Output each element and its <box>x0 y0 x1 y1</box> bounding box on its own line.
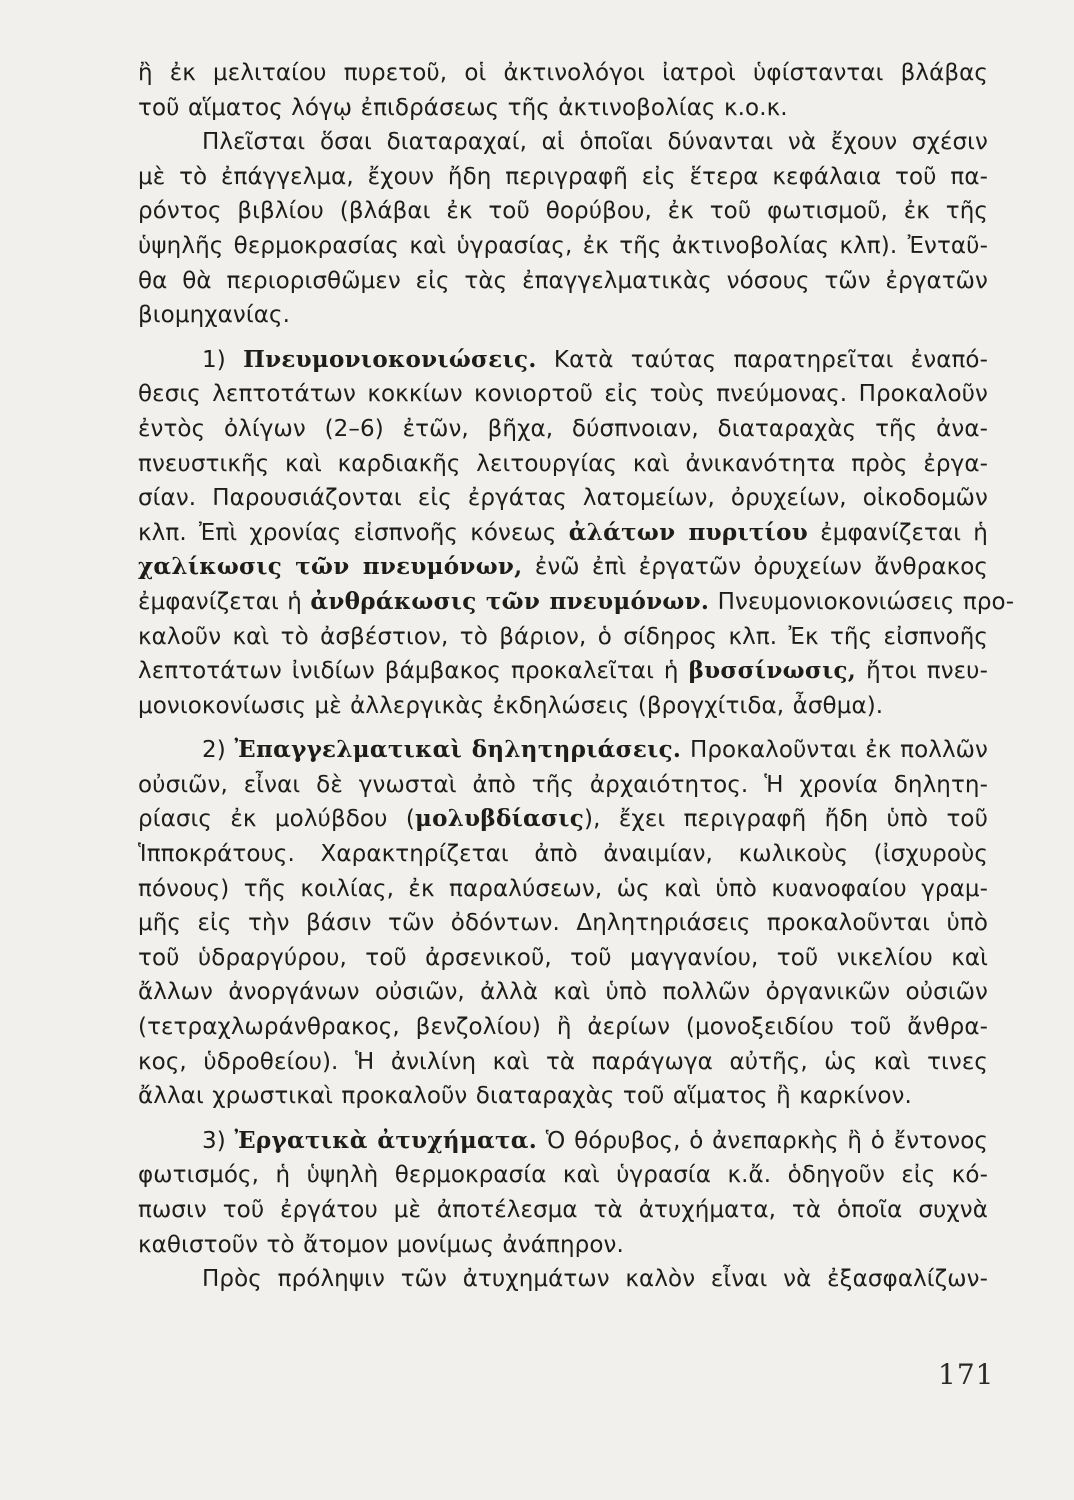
text-line: ἄλλαι χρωστικαὶ προκαλοῦν διαταραχὰς τοῦ αἵματος ἢ καρκίνον. <box>138 1083 912 1110</box>
text-line: ὑψηλῆς θερμοκρασίας καὶ ὑγρασίας, ἐκ τῆς ἀκτινοβολίας κλπ). Ἐνταῦ- <box>138 232 988 259</box>
body-text <box>138 56 1015 1297</box>
text-line: λεπτοτάτων ἰνιδίων βάμβακος προκαλεῖται ἡ βυσσίνωσις, ἤτοι πνευ- <box>138 657 988 685</box>
text-line: κος, ὑδροθείου). Ἡ ἀνιλίνη καὶ τὰ παράγωγα αὐτῆς, ὡς καὶ τινες <box>138 1048 988 1075</box>
section-heading-accidents: Ἐργατικὰ ἀτυχήματα. <box>234 1126 538 1154</box>
section-heading-line: 2) Ἐπαγγελματικαὶ δηλητηριάσεις. Προκαλοῦνται ἐκ πολλῶν <box>202 736 988 764</box>
section-heading-line: 3) Ἐργατικὰ ἀτυχήματα. Ὁ θόρυβος, ὁ ἀνεπαρκὴς ἢ ὁ ἔντονος <box>202 1126 989 1154</box>
text-line: καλοῦν καὶ τὸ ἀσβέστιον, τὸ βάριον, ὁ σίδηρος κλπ. Ἐκ τῆς εἰσπνοῆς <box>138 623 988 650</box>
text-line: Πλεῖσται ὅσαι διαταραχαί, αἱ ὁποῖαι δύνανται νὰ ἔχουν σχέσιν <box>202 129 988 156</box>
bold-term: χαλίκωσις τῶν πνευμόνων, <box>138 553 523 581</box>
text-line: θεσις λεπτοτάτων κοκκίων κονιορτοῦ εἰς τοὺς πνεύμονας. Προκαλοῦν <box>138 381 988 408</box>
text-line: χαλίκωσις τῶν πνευμόνων, ἐνῶ ἐπὶ ἐργατῶν ὀρυχείων ἄνθρακος <box>138 553 989 581</box>
text-line: ρίασις ἐκ μολύβδου (μολυβδίασις), ἔχει περιγραφῆ ἤδη ὑπὸ τοῦ <box>138 805 988 833</box>
bold-term: ἀλάτων πυριτίου <box>568 518 809 546</box>
text-line: ἐμφανίζεται ἡ ἀνθράκωσις τῶν πνευμόνων. Πνευμονιοκονιώσεις προ- <box>138 587 1015 615</box>
bold-term: μολυβδίασις <box>414 805 585 833</box>
text-line: τοῦ ὑδραργύρου, τοῦ ἀρσενικοῦ, τοῦ μαγγανίου, τοῦ νικελίου καὶ <box>138 944 988 971</box>
text-line: τοῦ αἵματος λόγῳ ἐπιδράσεως τῆς ἀκτινοβολίας κ.ο.κ. <box>138 94 788 121</box>
text-line: βιομηχανίας. <box>138 302 290 329</box>
bold-term: ἀνθράκωσις τῶν πνευμόνων. <box>310 587 710 615</box>
section-heading-line: 1) Πνευμονιοκονιώσεις. Κατὰ ταύτας παρατηρεῖται ἐναπό- <box>202 345 988 373</box>
text-line: (τετραχλωράνθρακος, βενζολίου) ἢ ἀερίων (μονοξειδίου τοῦ ἄνθρα- <box>138 1014 988 1041</box>
page-number: 171 <box>938 1358 995 1391</box>
text-line: φωτισμός, ἡ ὑψηλὴ θερμοκρασία καὶ ὑγρασία κ.ἄ. ὁδηγοῦν εἰς κό- <box>138 1162 988 1189</box>
text-line: ἄλλων ἀνοργάνων οὐσιῶν, ἀλλὰ καὶ ὑπὸ πολλῶν ὀργανικῶν οὐσιῶν <box>138 979 988 1006</box>
section-heading-pneumoconiosis: Πνευμονιοκονιώσεις. <box>243 345 537 373</box>
text-line: σίαν. Παρουσιάζονται εἰς ἐργάτας λατομείων, ὀρυχείων, οἰκοδομῶν <box>138 485 988 512</box>
text-line: καθιστοῦν τὸ ἄτομον μονίμως ἀνάπηρον. <box>138 1231 624 1258</box>
text-line: ἢ ἐκ μελιταίου πυρετοῦ, οἱ ἀκτινολόγοι ἰατροὶ ὑφίστανται βλάβας <box>138 60 988 86</box>
text-line: ρόντος βιβλίου (βλάβαι ἐκ τοῦ θορύβου, ἐκ τοῦ φωτισμοῦ, ἐκ τῆς <box>138 198 988 225</box>
text-line: ἐντὸς ὀλίγων (2–6) ἐτῶν, βῆχα, δύσπνοιαν, διαταραχὰς τῆς ἀνα- <box>138 415 988 442</box>
section-heading-poisonings: Ἐπαγγελματικαὶ δηλητηριάσεις. <box>234 736 682 764</box>
text-line: πωσιν τοῦ ἐργάτου μὲ ἀποτέλεσμα τὰ ἀτυχήματα, τὰ ὁποῖα συχνὰ <box>138 1197 988 1223</box>
text-line: κλπ. Ἐπὶ χρονίας εἰσπνοῆς κόνεως ἀλάτων πυριτίου ἐμφανίζεται ἡ <box>138 518 988 546</box>
text-line: πόνους) τῆς κοιλίας, ἐκ παραλύσεων, ὡς καὶ ὑπὸ κυανοφαίου γραμ- <box>138 875 988 902</box>
text-line: πνευστικῆς καὶ καρδιακῆς λειτουργίας καὶ ἀνικανότητα πρὸς ἐργα- <box>138 450 988 477</box>
bold-term: βυσσίνωσις, <box>688 657 857 685</box>
text-line: μονιοκονίωσις μὲ ἀλλεργικὰς ἐκδηλώσεις (βρογχίτιδα, ἆσθμα). <box>138 692 884 719</box>
text-line: οὐσιῶν, εἶναι δὲ γνωσταὶ ἀπὸ τῆς ἀρχαιότητος. Ἡ χρονία δηλητη- <box>138 771 988 798</box>
text-line: θα θὰ περιορισθῶμεν εἰς τὰς ἐπαγγελματικὰς νόσους τῶν ἐργατῶν <box>138 267 988 294</box>
text-line: μὲ τὸ ἐπάγγελμα, ἔχουν ἤδη περιγραφῆ εἰς ἕτερα κεφάλαια τοῦ πα- <box>138 163 988 190</box>
text-line: Ἱπποκράτους. Χαρακτηρίζεται ἀπὸ ἀναιμίαν, κωλικοὺς (ἰσχυροὺς <box>138 841 988 868</box>
text-line: Πρὸς πρόληψιν τῶν ἀτυχημάτων καλὸν εἶναι νὰ ἐξασφαλίζων- <box>202 1266 988 1293</box>
text-line: μῆς εἰς τὴν βάσιν τῶν ὀδόντων. Δηλητηριάσεις προκαλοῦνται ὑπὸ <box>138 910 988 937</box>
